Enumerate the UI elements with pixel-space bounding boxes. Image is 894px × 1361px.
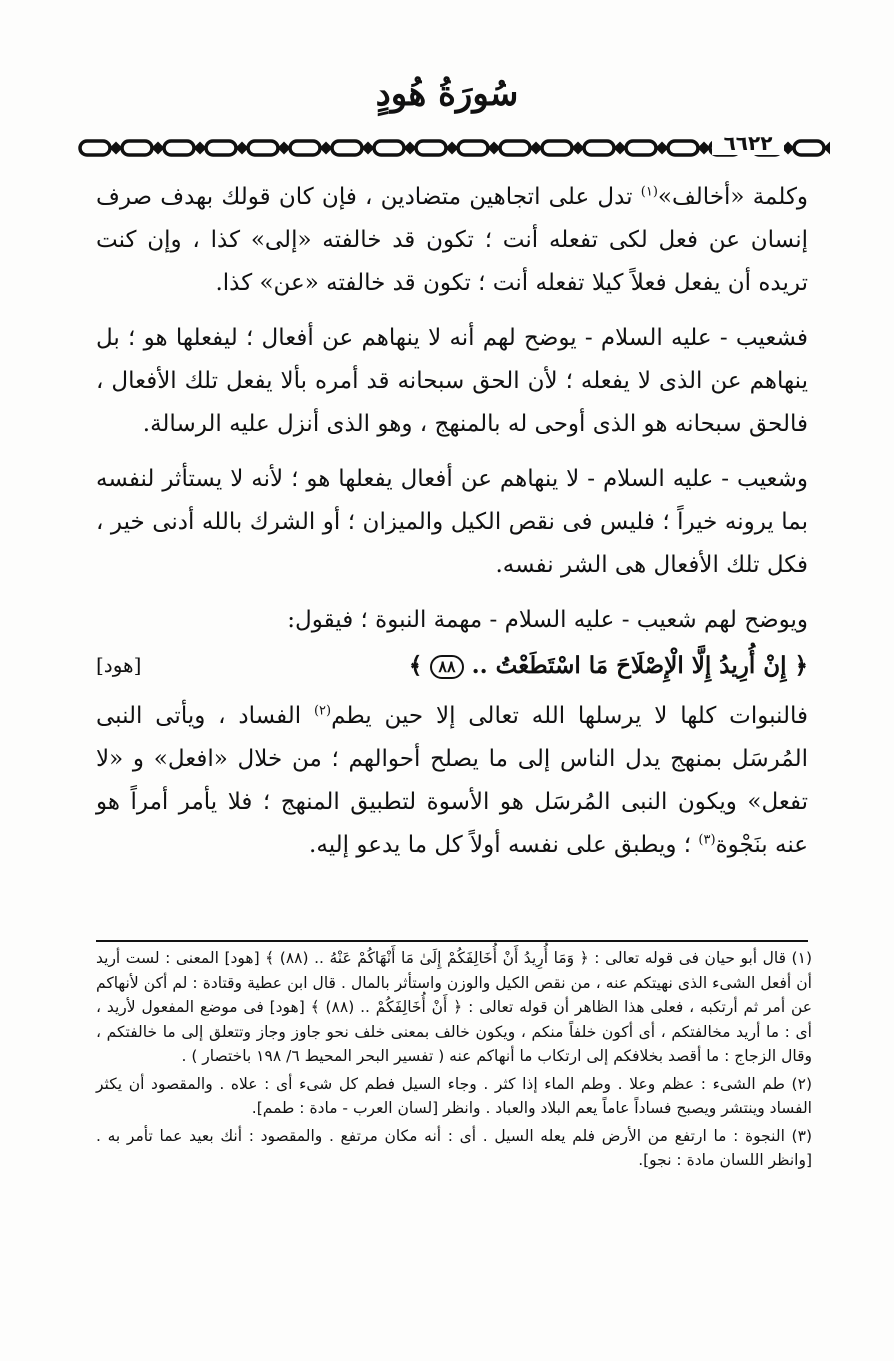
footnotes	[96, 946, 812, 1176]
footnote-ref-2[interactable]: (٢)	[313, 703, 332, 719]
paragraph-2: فشعيب - عليه السلام - يوضح لهم أنه لا ينهاهم عن أفعال ؛ ليفعلها هو ؛ بل ينهاهم عن الذى لا يفعله ؛ لأن الحق سبحانه قد أمره بألا يفعل تلك الأفعال ، فالحق سبحانه هو الذى أوحى له بالمنهج ، وهو الذى أنزل عليه الرسالة.	[96, 325, 808, 437]
footnote-1: (١) قال أبو حيان فى قوله تعالى : ﴿ وَمَا أُرِيدُ أَنْ أُخَالِفَكُمْ إِلَىٰ مَا أَنْهَاكُمْ عَنْهُ .. (٨٨) ﴾ [هود] المعنى : لست أريد أن أفعل الشىء الذى نهيتكم عنه ، من نقص الكيل والوزن واستأثر بالمال . قال ابن عطية وقتادة : لم أكن لأنهاكم عن أمر ثم أرتكبه ، فعلى هذا الظاهر أن قوله تعالى : ﴿ أَنْ أُخَالِفَكُمْ .. (٨٨) ﴾ [هود] فى موضع المفعول لأريد ، أى : ما أريد مخالفتكم ، أى أكون خلفاً منكم ، ويكون خالف بمعنى خلف نحو جاوز وجاز وتتعلق إلى ما خالفتكم ، وقال الزجاج : ما أقصد بخلافكم إلى ارتكاب ما أنهاكم عنه ( تفسير البحر المحيط ٦/ ١٩٨ باختصار ) .	[96, 949, 813, 1065]
ayah-number: ٨٨	[430, 655, 463, 679]
surah-title: سُورَةُ هُودٍ	[375, 74, 519, 114]
footnote-ref-1[interactable]: (١)	[640, 184, 658, 200]
main-text	[96, 176, 808, 879]
paragraph-5: فالنبوات كلها لا يرسلها الله تعالى إلا حين يطم$^{(٢)}$ الفساد ، ويأتى النبى المُرسَل بمنهج يدل الناس إلى ما يصلح أحوالهم ؛ من خلال «افعل» و «لا تفعل» ويكون النبى المُرسَل هو الأسوة لتطبيق المنهج ؛ فلا يأمر أمراً هو عنه بنَجْوة$^{(٣)}$ ؛ ويطبق على نفسه أولاً كل ما يدعو إليه.	[96, 703, 808, 858]
page-number: ٦٦٢٢	[712, 131, 784, 155]
verse-reference: [هود]	[96, 653, 142, 677]
footnote-divider	[96, 940, 808, 942]
paragraph-3: وشعيب - عليه السلام - لا ينهاهم عن أفعال يفعلها هو ؛ لأنه لا يستأثر لنفسه بما يرونه خيراً ؛ فليس فى نقص الكيل والميزان ؛ أو الشرك بالله أدنى خير ، فكل تلك الأفعال هى الشر نفسه.	[96, 466, 808, 578]
footnote-3: (٣) النجوة : ما ارتفع من الأرض فلم يعله السيل . أى : أنه مكان مرتفع . والمقصود : أنك بعيد عما تأمر به . [وانظر اللسان مادة : نجو].	[96, 1126, 812, 1169]
paragraph-1: وكلمة «أخالف»$^{(١)}$ تدل على اتجاهين متضادين ، فإن كان قولك بهدف صرف إنسان عن فعل لكى تفعله أنت ؛ تكون قد خالفته «إلى» كذا ، وإن كنت تريده أن يفعل فعلاً كيلا تفعله أنت ؛ تكون قد خالفته «عن» كذا.	[96, 184, 809, 296]
paragraph-4: ويوضح لهم شعيب - عليه السلام - مهمة النبوة ؛ فيقول:	[287, 607, 808, 633]
footnote-2: (٢) طم الشىء : عظم وعلا . وطم الماء إذا كثر . وجاء السيل فطم كل شىء أى : علاه . والمقصود أن يكثر الفساد وينتشر ويصبح فساداً عاماً يعم البلاد والعباد . وانظر [لسان العرب - مادة : طمم].	[96, 1074, 812, 1117]
verse-text: ﴿ إِنْ أُرِيدُ إِلَّا الْإِصْلَاحَ مَا اسْتَطَعْتُ .. ٨٨ ﴾	[408, 652, 808, 679]
quran-verse	[96, 644, 808, 687]
footnote-ref-3[interactable]: (٣)	[698, 832, 716, 848]
